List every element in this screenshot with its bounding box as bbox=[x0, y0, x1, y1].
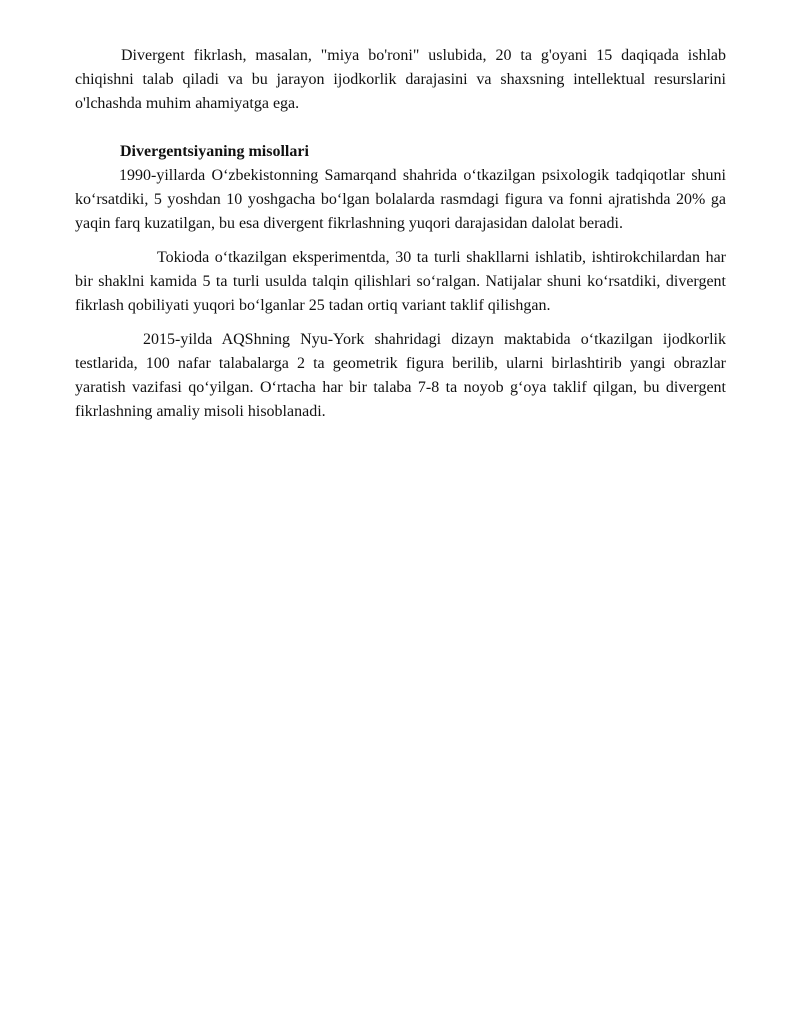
paragraph-new-york: 2015-yilda AQShning Nyu-York shahridagi dizayn maktabida o‘tkazilgan ijodkorlik testlarida, 100 nafar talabalarga 2 ta geometrik figura berilib, ularni birlashtirib yangi obrazlar yaratish vazifasi qo‘yilgan. O‘rtacha har bir talaba 7-8 ta noyob g‘oya taklif qilgan, bu divergent fikrlashning amaliy misoli hisoblanadi. bbox=[75, 331, 726, 420]
paragraph-intro: Divergent fikrlash, masalan, "miya bo'roni" uslubida, 20 ta g'oyani 15 daqiqada ishlab chiqishni talab qiladi va bu jarayon ijodkorlik darajasini va shaxsning intellektual resurslarini o'lchashda muhim ahamiyatga ega. bbox=[75, 47, 726, 112]
section-heading: Divergentsiyaning misollari bbox=[120, 143, 309, 160]
paragraph-tokyo: Tokioda o‘tkazilgan eksperimentda, 30 ta turli shakllarni ishlatib, ishtirokchilardan har bir shaklni kamida 5 ta turli usulda talqin qilishlari so‘ralgan. Natijalar shuni ko‘rsatdiki, divergent fikrlash qobiliyati yuqori bo‘lganlar 25 tadan ortiq variant taklif qilishgan. bbox=[75, 249, 726, 314]
paragraph-samarkand: 1990-yillarda O‘zbekistonning Samarqand shahrida o‘tkazilgan psixologik tadqiqotlar shuni ko‘rsatdiki, 5 yoshdan 10 yoshgacha bo‘lgan bolalarda rasmdagi figura va fonni ajratishda 20% ga yaqin farq kuzatilgan, bu esa divergent fikrlashning yuqori darajasidan dalolat beradi. bbox=[75, 167, 726, 232]
